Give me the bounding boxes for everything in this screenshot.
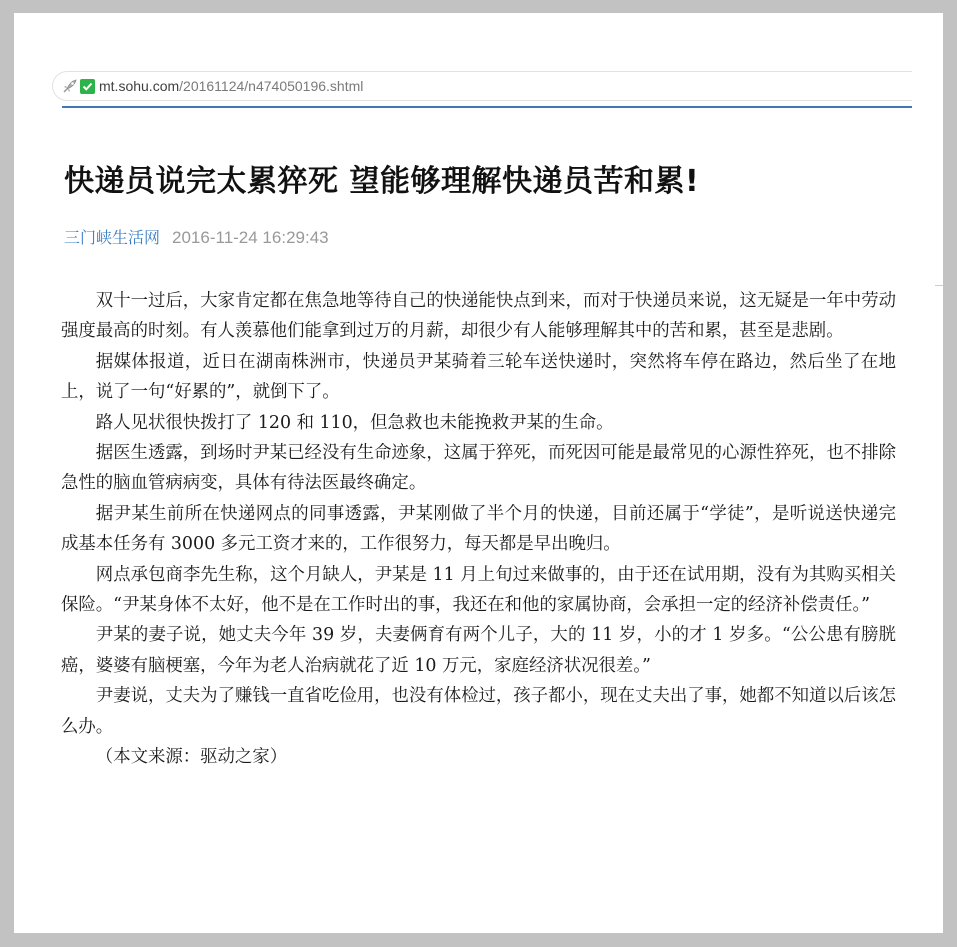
side-divider <box>935 285 943 286</box>
article-paragraph: 尹妻说，丈夫为了赚钱一直省吃俭用，也没有体检过，孩子都小，现在丈夫出了事，她都不知道以后该怎么办。 <box>61 686 896 737</box>
publish-time: 2016-11-24 16:29:43 <box>172 228 329 247</box>
url-text[interactable] <box>99 78 363 94</box>
article-paragraph: 双十一过后，大家肯定都在焦急地等待自己的快递能快点到来，而对于快递员来说，这无疑是一年中劳动强度最高的时刻。有人羡慕他们能拿到过万的月薪，却很少有人能够理解其中的苦和累，甚至是悲剧。 <box>61 291 896 342</box>
article-body <box>61 286 896 773</box>
article-paragraph: 尹某的妻子说，她丈夫今年 39 岁，夫妻俩育有两个儿子，大的 11 岁，小的才 1 岁多。“公公患有膀胱癌，婆婆有脑梗塞，今年为老人治病就花了近 10 万元，家庭经济状况很差。” <box>61 625 896 676</box>
article-meta <box>64 225 329 248</box>
url-domain: mt.sohu.com <box>99 78 180 94</box>
address-bar[interactable] <box>52 71 912 101</box>
rocket-icon[interactable] <box>61 77 79 95</box>
source-link[interactable]: 三门峡生活网 <box>64 228 161 247</box>
url-path: /20161124/n474050196.shtml <box>179 78 364 94</box>
article-paragraph: 据医生透露，到场时尹某已经没有生命迹象，这属于猝死，而死因可能是最常见的心源性猝死，也不排除急性的脑血管病病变，具体有待法医最终确定。 <box>61 443 896 494</box>
address-icons <box>61 77 95 95</box>
header-divider <box>62 106 912 108</box>
article-paragraph: 据媒体报道，近日在湖南株洲市，快递员尹某骑着三轮车送快递时，突然将车停在路边，然后坐了在地上，说了一句“好累的”，就倒下了。 <box>61 351 896 403</box>
article-paragraph: 网点承包商李先生称，这个月缺人，尹某是 11 月上旬过来做事的，由于还在试用期，没有为其购买相关保险。“尹某身体不太好，他不是在工作时出的事，我还在和他的家属协商，会承担一定的经济补偿责任。” <box>61 564 896 616</box>
page-canvas <box>14 13 943 933</box>
article-paragraph: 路人见状很快拨打了 120 和 110，但急救也未能挽救尹某的生命。 <box>95 412 614 433</box>
article-paragraph: 据尹某生前所在快递网点的同事透露，尹某刚做了半个月的快递，目前还属于“学徒”，是听说送快递完成基本任务有 3000 多元工资才来的，工作很努力，每天都是早出晚归。 <box>61 503 896 555</box>
article-title: 快递员说完太累猝死 望能够理解快递员苦和累! <box>64 164 700 199</box>
secure-check-icon <box>80 79 95 94</box>
article-source-note: （本文来源：驱动之家） <box>95 747 288 768</box>
